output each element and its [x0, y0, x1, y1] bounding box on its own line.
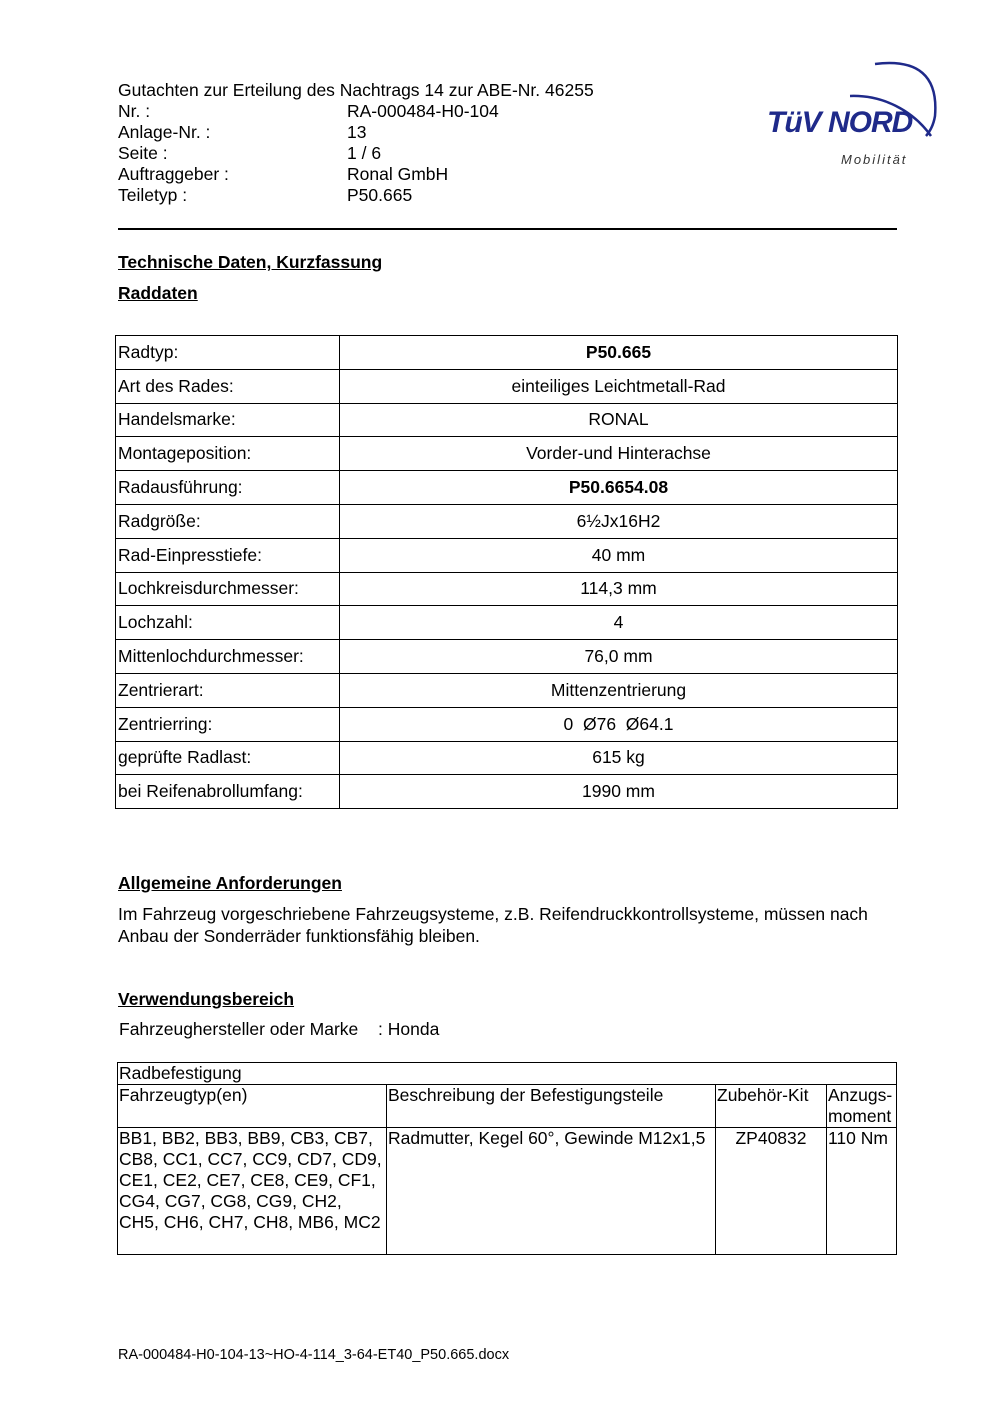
row-label: Montageposition: — [116, 437, 340, 471]
row-value: einteiliges Leichtmetall-Rad — [340, 369, 898, 403]
header-key: Seite : — [118, 143, 168, 163]
row-value: 4 — [340, 606, 898, 640]
description-cell: Radmutter, Kegel 60°, Gewinde M12x1,5 — [387, 1128, 716, 1255]
table-row — [116, 538, 898, 572]
table-row — [116, 775, 898, 809]
section-allgemeine-anforderungen: Allgemeine Anforderungen — [118, 873, 342, 893]
section-raddaten: Raddaten — [118, 283, 198, 303]
raddaten-table — [115, 335, 898, 809]
logo-text: TüV NORD — [767, 106, 913, 139]
kit-cell: ZP40832 — [716, 1128, 827, 1255]
header-key: Nr. : — [118, 101, 151, 121]
row-value: 40 mm — [340, 538, 898, 572]
row-label: Radtyp: — [116, 336, 340, 370]
row-label: Handelsmarke: — [116, 403, 340, 437]
column-header: Fahrzeugtyp(en) — [118, 1085, 387, 1128]
footer-filename: RA-000484-H0-104-13~HO-4-114_3-64-ET40_P50.665.docx — [118, 1347, 510, 1363]
table-title: Radbefestigung — [118, 1063, 897, 1085]
table-row — [116, 504, 898, 538]
table-row — [116, 707, 898, 741]
row-value: RONAL — [340, 403, 898, 437]
header-row-auftraggeber — [118, 164, 594, 185]
maker-label: Fahrzeughersteller oder Marke — [119, 1019, 359, 1039]
row-value: Mittenzentrierung — [340, 673, 898, 707]
row-value: 114,3 mm — [340, 572, 898, 606]
row-label: Rad-Einpresstiefe: — [116, 538, 340, 572]
table-row — [116, 437, 898, 471]
maker-separator: : — [378, 1019, 383, 1039]
column-header: Zubehör-Kit — [716, 1085, 827, 1128]
row-value: 1990 mm — [340, 775, 898, 809]
table-row — [116, 741, 898, 775]
row-value: Vorder-und Hinterachse — [340, 437, 898, 471]
row-value: P50.6654.08 — [340, 471, 898, 505]
torque-cell: 110 Nm — [827, 1128, 897, 1255]
header-value: 13 — [347, 122, 367, 142]
column-header: Beschreibung der Befestigungsteile — [387, 1085, 716, 1128]
row-value: 615 kg — [340, 741, 898, 775]
table-row — [116, 471, 898, 505]
header-value: Ronal GmbH — [347, 164, 449, 184]
row-label: Mittenlochdurchmesser: — [116, 640, 340, 674]
header-value: 1 / 6 — [347, 143, 382, 163]
header-key: Auftraggeber : — [118, 164, 229, 184]
header-row-anlage — [118, 122, 594, 143]
header-value: P50.665 — [347, 185, 413, 205]
column-header: Anzugs-moment — [827, 1085, 897, 1128]
logo-subtitle: Mobilität — [841, 152, 908, 167]
table-row — [116, 640, 898, 674]
table-row — [116, 572, 898, 606]
row-value: 6½Jx16H2 — [340, 504, 898, 538]
section-technische-daten: Technische Daten, Kurzfassung — [118, 252, 383, 272]
table-header-row — [118, 1085, 897, 1128]
header-row-nr — [118, 101, 594, 122]
table-row — [116, 369, 898, 403]
document-header — [118, 80, 594, 206]
header-key: Anlage-Nr. : — [118, 122, 211, 142]
row-label: Art des Rades: — [116, 369, 340, 403]
table-row — [118, 1128, 897, 1255]
table-row — [116, 606, 898, 640]
header-row-teiletyp — [118, 185, 594, 206]
tuv-nord-logo — [755, 56, 945, 176]
row-label: Lochkreisdurchmesser: — [116, 572, 340, 606]
maker-value: Honda — [387, 1019, 440, 1039]
row-label: bei Reifenabrollumfang: — [116, 775, 340, 809]
header-value: RA-000484-H0-104 — [347, 101, 499, 121]
row-label: Lochzahl: — [116, 606, 340, 640]
row-value: 76,0 mm — [340, 640, 898, 674]
vehicle-types-cell: BB1, BB2, BB3, BB9, CB3, CB7, CB8, CC1, CC7, CC9, CD7, CD9, CE1, CE2, CE7, CE8, CE9, CF1, CG4, CG7, CG8, CG9, CH2, CH5, CH6, CH7, CH8, MB6, MC2 — [118, 1128, 387, 1255]
header-key: Teiletyp : — [118, 185, 188, 205]
row-value: P50.665 — [340, 336, 898, 370]
row-label: geprüfte Radlast: — [116, 741, 340, 775]
row-value: 0 Ø76 Ø64.1 — [340, 707, 898, 741]
table-row — [116, 673, 898, 707]
header-divider — [118, 228, 897, 230]
table-title-row — [118, 1063, 897, 1085]
row-label: Radgröße: — [116, 504, 340, 538]
header-row-seite — [118, 143, 594, 164]
radbefestigung-table — [117, 1062, 897, 1255]
section-verwendungsbereich: Verwendungsbereich — [118, 989, 295, 1009]
table-row — [116, 336, 898, 370]
allgemeine-anforderungen-text: Im Fahrzeug vorgeschriebene Fahrzeugsysteme, z.B. Reifendruckkontrollsysteme, müssen nach Anbau der Sonderräder funktionsfähig bleiben. — [118, 904, 868, 946]
row-label: Radausführung: — [116, 471, 340, 505]
table-row — [116, 403, 898, 437]
row-label: Zentrierart: — [116, 673, 340, 707]
document-title: Gutachten zur Erteilung des Nachtrags 14 zur ABE-Nr. 46255 — [118, 80, 594, 100]
vehicle-maker-line — [119, 1019, 439, 1040]
row-label: Zentrierring: — [116, 707, 340, 741]
